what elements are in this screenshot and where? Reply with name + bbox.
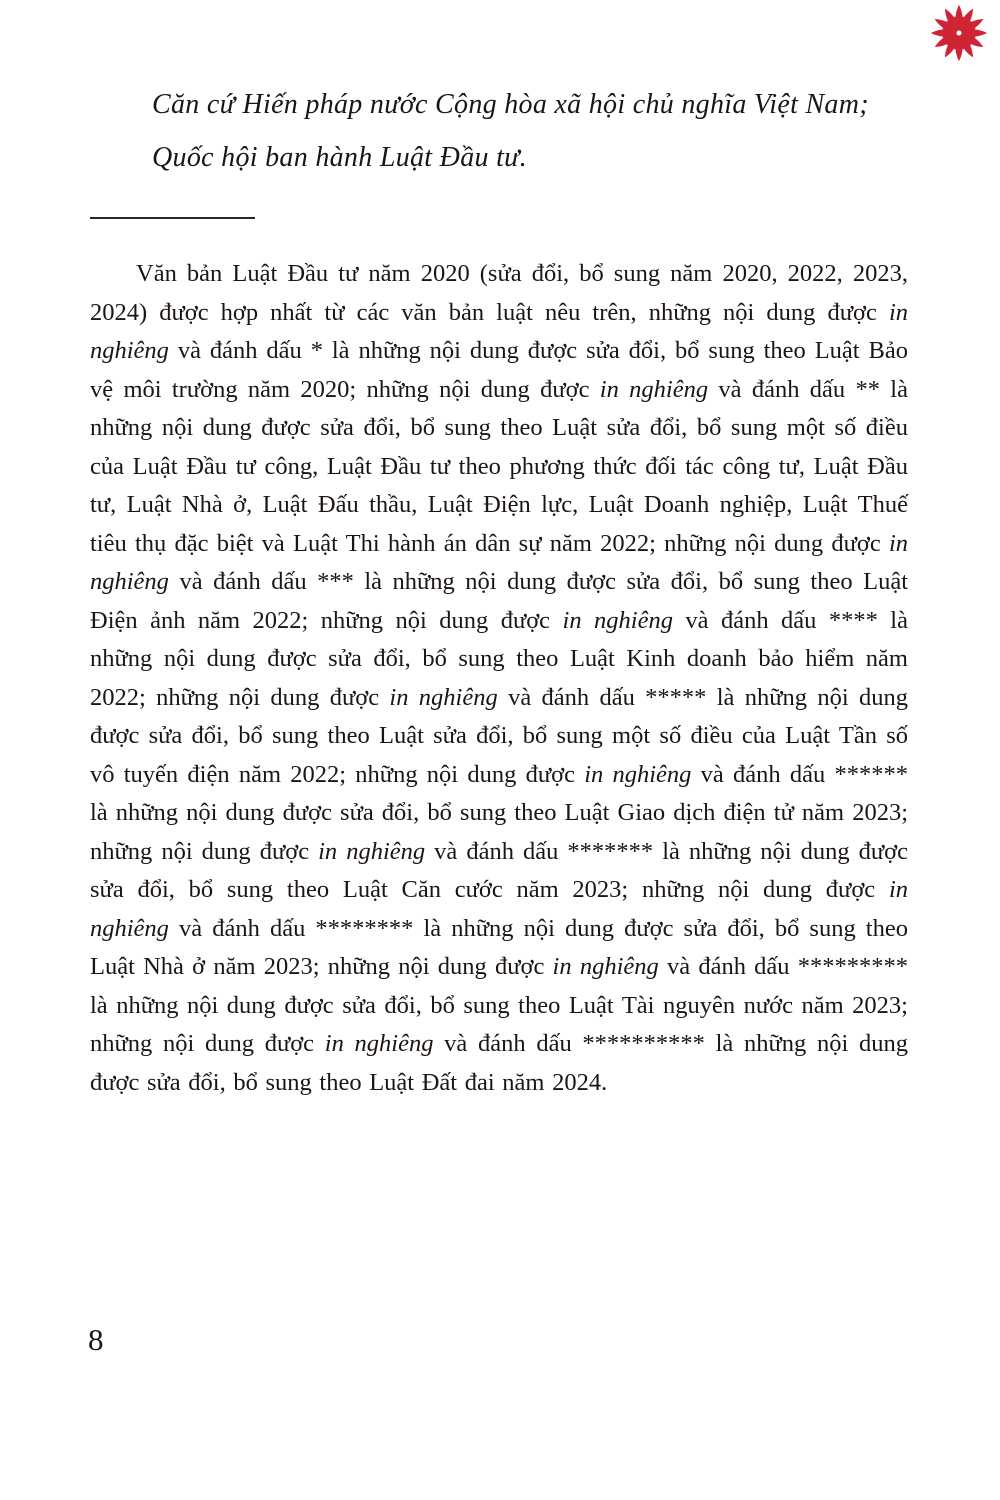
red-lotus-emblem-icon	[928, 2, 990, 64]
preamble-line-enactment: Quốc hội ban hành Luật Đầu tư.	[152, 142, 528, 173]
preamble-line-constitution: Căn cứ Hiến pháp nước Cộng hòa xã hội chủ nghĩa Việt Nam;	[152, 89, 869, 120]
section-divider	[90, 217, 255, 219]
preamble	[90, 78, 908, 184]
page-number: 8	[88, 1322, 104, 1357]
consolidation-note-paragraph: Văn bản Luật Đầu tư năm 2020 (sửa đổi, bổ sung năm 2020, 2022, 2023, 2024) được hợp nhất từ các văn bản luật nêu trên, những nội dung được in nghiêng và đánh dấu * là những nội dung được sửa đổi, bổ sung theo Luật Bảo vệ môi trường năm 2020; những nội dung được in nghiêng và đánh dấu ** là những nội dung được sửa đổi, bổ sung theo Luật sửa đổi, bổ sung một số điều của Luật Đầu tư công, Luật Đầu tư theo phương thức đối tác công tư, Luật Đầu tư, Luật Nhà ở, Luật Đấu thầu, Luật Điện lực, Luật Doanh nghiệp, Luật Thuế tiêu thụ đặc biệt và Luật Thi hành án dân sự năm 2022; những nội dung được in nghiêng và đánh dấu *** là những nội dung được sửa đổi, bổ sung theo Luật Điện ảnh năm 2022; những nội dung được in nghiêng và đánh dấu **** là những nội dung được sửa đổi, bổ sung theo Luật Kinh doanh bảo hiểm năm 2022; những nội dung được in nghiêng và đánh dấu ***** là những nội dung được sửa đổi, bổ sung theo Luật sửa đổi, bổ sung một số điều của Luật Tần số vô tuyến điện năm 2022; những nội dung được in nghiêng và đánh dấu ****** là những nội dung được sửa đổi, bổ sung theo Luật Giao dịch điện tử năm 2023; những nội dung được in nghiêng và đánh dấu ******* là những nội dung được sửa đổi, bổ sung theo Luật Căn cước năm 2023; những nội dung được in nghiêng và đánh dấu ******** là những nội dung được sửa đổi, bổ sung theo Luật Nhà ở năm 2023; những nội dung được in nghiêng và đánh dấu ********* là những nội dung được sửa đổi, bổ sung theo Luật Tài nguyên nước năm 2023; những nội dung được in nghiêng và đánh dấu ********** là những nội dung được sửa đổi, bổ sung theo Luật Đất đai năm 2024.	[90, 260, 909, 1096]
